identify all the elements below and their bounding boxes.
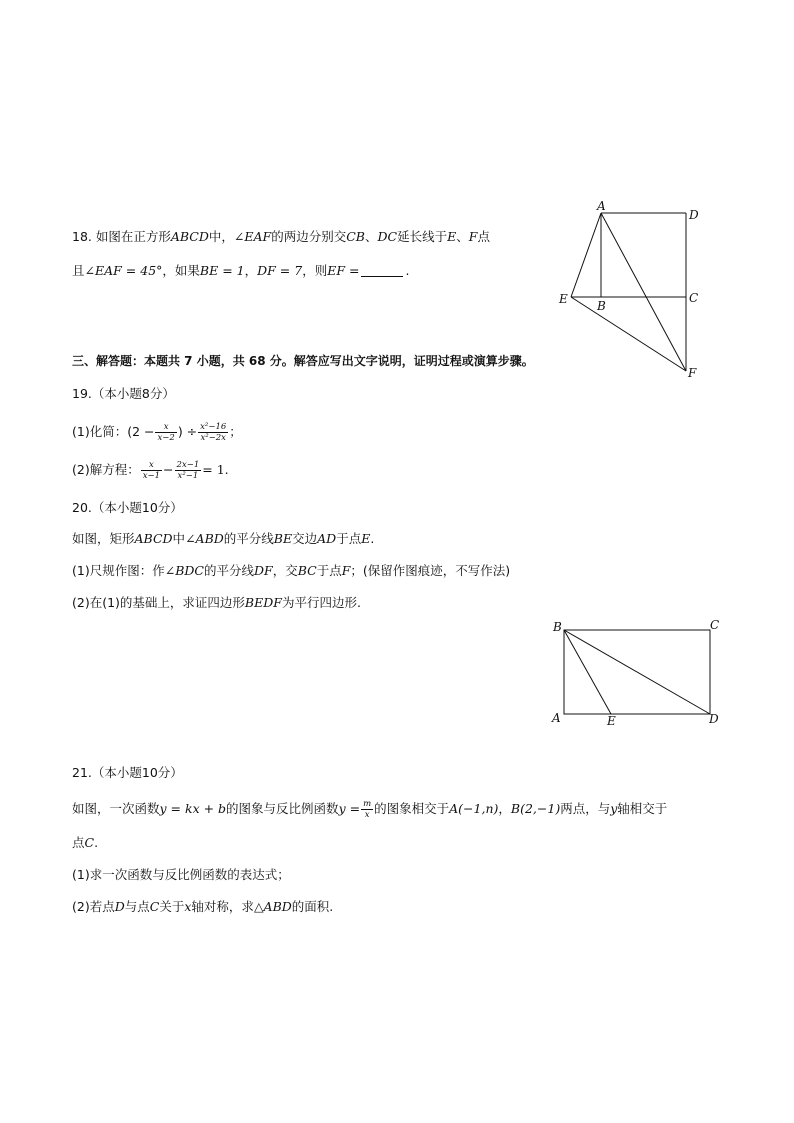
q18-condition-be: BE = 1 — [199, 263, 245, 278]
denominator: x²−1 — [177, 471, 199, 481]
q21-text: 轴对称，求 — [191, 899, 254, 914]
denominator: x−2 — [157, 433, 175, 443]
q21-text: 关于 — [159, 899, 185, 914]
figure-square-abcd — [0, 0, 794, 400]
q18-text: 18. 如图在正方形 — [72, 229, 171, 244]
q18-ask: EF = — [327, 263, 360, 278]
label-e: E — [607, 714, 616, 728]
q18-text: ，则 — [302, 263, 328, 278]
q19-title: 19.（本小题8分） — [72, 386, 175, 401]
q20-df: DF — [253, 563, 273, 578]
q19-part2 — [72, 456, 229, 484]
q20-text: 的平分线 — [203, 563, 254, 578]
q18-square-name: ABCD — [170, 229, 209, 244]
q18-text: . — [405, 263, 410, 278]
q21-point-b: B(2,−1) — [510, 801, 561, 816]
fraction — [175, 460, 202, 481]
fraction — [155, 422, 176, 443]
q21-text: 的面积. — [291, 899, 334, 914]
q20-be: BE — [273, 531, 293, 546]
q21-x: x — [184, 899, 192, 914]
section-heading: 三、解答题：本题共 7 小题，共 68 分。解答应写出文字说明，证明过程或演算步骤。 — [72, 354, 534, 368]
q20-line2 — [72, 562, 510, 580]
numerator: x — [141, 460, 162, 471]
q18-text: 点 — [477, 229, 490, 244]
q18-text: 、 — [456, 229, 469, 244]
denominator: x — [364, 810, 370, 820]
q18-dc: DC — [377, 229, 398, 244]
q21-text: 的图象相交于 — [374, 801, 450, 816]
q21-text: 轴相交于 — [617, 801, 668, 816]
label-a: A — [552, 711, 561, 725]
q21-y: y — [610, 801, 618, 816]
q20-text: (2)在(1)的基础上，求证四边形 — [72, 595, 245, 610]
q21-text: . — [94, 835, 99, 850]
q18-text: ， — [244, 263, 258, 278]
q21-c2: C — [149, 899, 160, 914]
q18-text: 中， — [208, 229, 234, 244]
q21-linear: y = kx + b — [159, 801, 227, 816]
q20-f: F — [341, 563, 351, 578]
q18-text: 延长线于 — [397, 229, 448, 244]
q18-f: F — [468, 229, 478, 244]
label-c: C — [710, 618, 720, 632]
label-f: F — [688, 366, 697, 380]
q20-text: 中 — [172, 531, 186, 546]
q20-text: 交边 — [292, 531, 318, 546]
q18-condition-angle: ∠EAF = 45° — [84, 263, 163, 278]
q21-text: 点 — [72, 835, 85, 850]
q21-triangle: △ABD — [253, 899, 292, 914]
q21-line2 — [72, 834, 98, 852]
denominator: x²−2x — [200, 433, 226, 443]
numerator: x — [155, 422, 176, 433]
q20-text: 如图，矩形 — [72, 531, 135, 546]
q21-text: 的图象与反比例函数 — [226, 801, 339, 816]
q20-e: E — [361, 531, 371, 546]
q21-c: C — [84, 835, 95, 850]
q21-text: ， — [498, 801, 511, 816]
q18-e: E — [447, 229, 457, 244]
fraction — [141, 460, 162, 481]
q18-text: 且 — [72, 263, 85, 278]
q18-text: ，如果 — [162, 263, 200, 278]
q19-text: (1)化简：(2 − — [72, 424, 155, 439]
q20-text: 的平分线 — [223, 531, 274, 546]
q20-text: 于点 — [316, 563, 342, 578]
seg-ef — [571, 297, 686, 371]
q18-cb: CB — [346, 229, 365, 244]
q20-title: 20.（本小题10分） — [72, 500, 183, 515]
q20-angle: ∠ABD — [185, 531, 224, 546]
q19-text: ； — [229, 424, 242, 439]
q20-text: ；(保留作图痕迹，不写作法) — [350, 563, 511, 578]
numerator: 2x−1 — [176, 460, 200, 470]
q21-part2 — [72, 898, 333, 916]
q19-text: = 1. — [202, 462, 229, 477]
seg-af — [601, 213, 686, 371]
numerator: x²−16 — [200, 422, 227, 432]
q20-text: 为平行四边形. — [281, 595, 361, 610]
label-e: E — [559, 292, 568, 306]
q19-text: ) ÷ — [177, 424, 198, 439]
label-b: B — [553, 620, 562, 634]
q19-text: (2)解方程： — [72, 462, 140, 477]
q21-line1 — [72, 796, 667, 822]
q21-part1: (1)求一次函数与反比例函数的表达式； — [72, 867, 290, 882]
seg-ae — [571, 213, 601, 297]
label-d: D — [689, 208, 699, 222]
q21-text: 如图，一次函数 — [72, 801, 160, 816]
q21-inverse: y = — [338, 801, 361, 816]
q20-angle2: ∠BDC — [164, 563, 204, 578]
fraction — [198, 422, 228, 443]
q21-point-a: A(−1,n) — [449, 801, 499, 816]
q20-rect: ABCD — [134, 531, 173, 546]
q20-ad: AD — [317, 531, 337, 546]
numerator: m — [363, 799, 372, 809]
fraction — [361, 799, 373, 820]
q20-line1 — [72, 530, 374, 548]
q18-angle: ∠EAF — [233, 229, 272, 244]
q18-text: 、 — [364, 229, 378, 244]
q20-text: (1)尺规作图：作 — [72, 563, 165, 578]
label-a: A — [597, 199, 606, 213]
q20-bc: BC — [297, 563, 317, 578]
q21-text: 与点 — [124, 899, 150, 914]
q19-part1 — [72, 418, 242, 446]
q20-text: 于点 — [336, 531, 362, 546]
label-c: C — [689, 291, 699, 305]
q20-bedf: BEDF — [244, 595, 282, 610]
q19-text: − — [163, 462, 174, 477]
label-d: D — [709, 712, 719, 726]
q21-text: 两点，与 — [560, 801, 611, 816]
q21-title: 21.（本小题10分） — [72, 765, 183, 780]
q18-condition-df: DF = 7 — [257, 263, 303, 278]
label-b: B — [597, 299, 606, 313]
seg-be — [564, 630, 611, 714]
q21-d: D — [114, 899, 125, 914]
q20-text: . — [370, 531, 375, 546]
q21-text: (2)若点 — [72, 899, 115, 914]
seg-bd — [564, 630, 710, 714]
denominator: x−1 — [142, 471, 161, 481]
q18-text: 的两边分别交 — [271, 229, 347, 244]
figure-rectangle-abcd — [0, 610, 794, 735]
q20-text: ，交 — [272, 563, 298, 578]
